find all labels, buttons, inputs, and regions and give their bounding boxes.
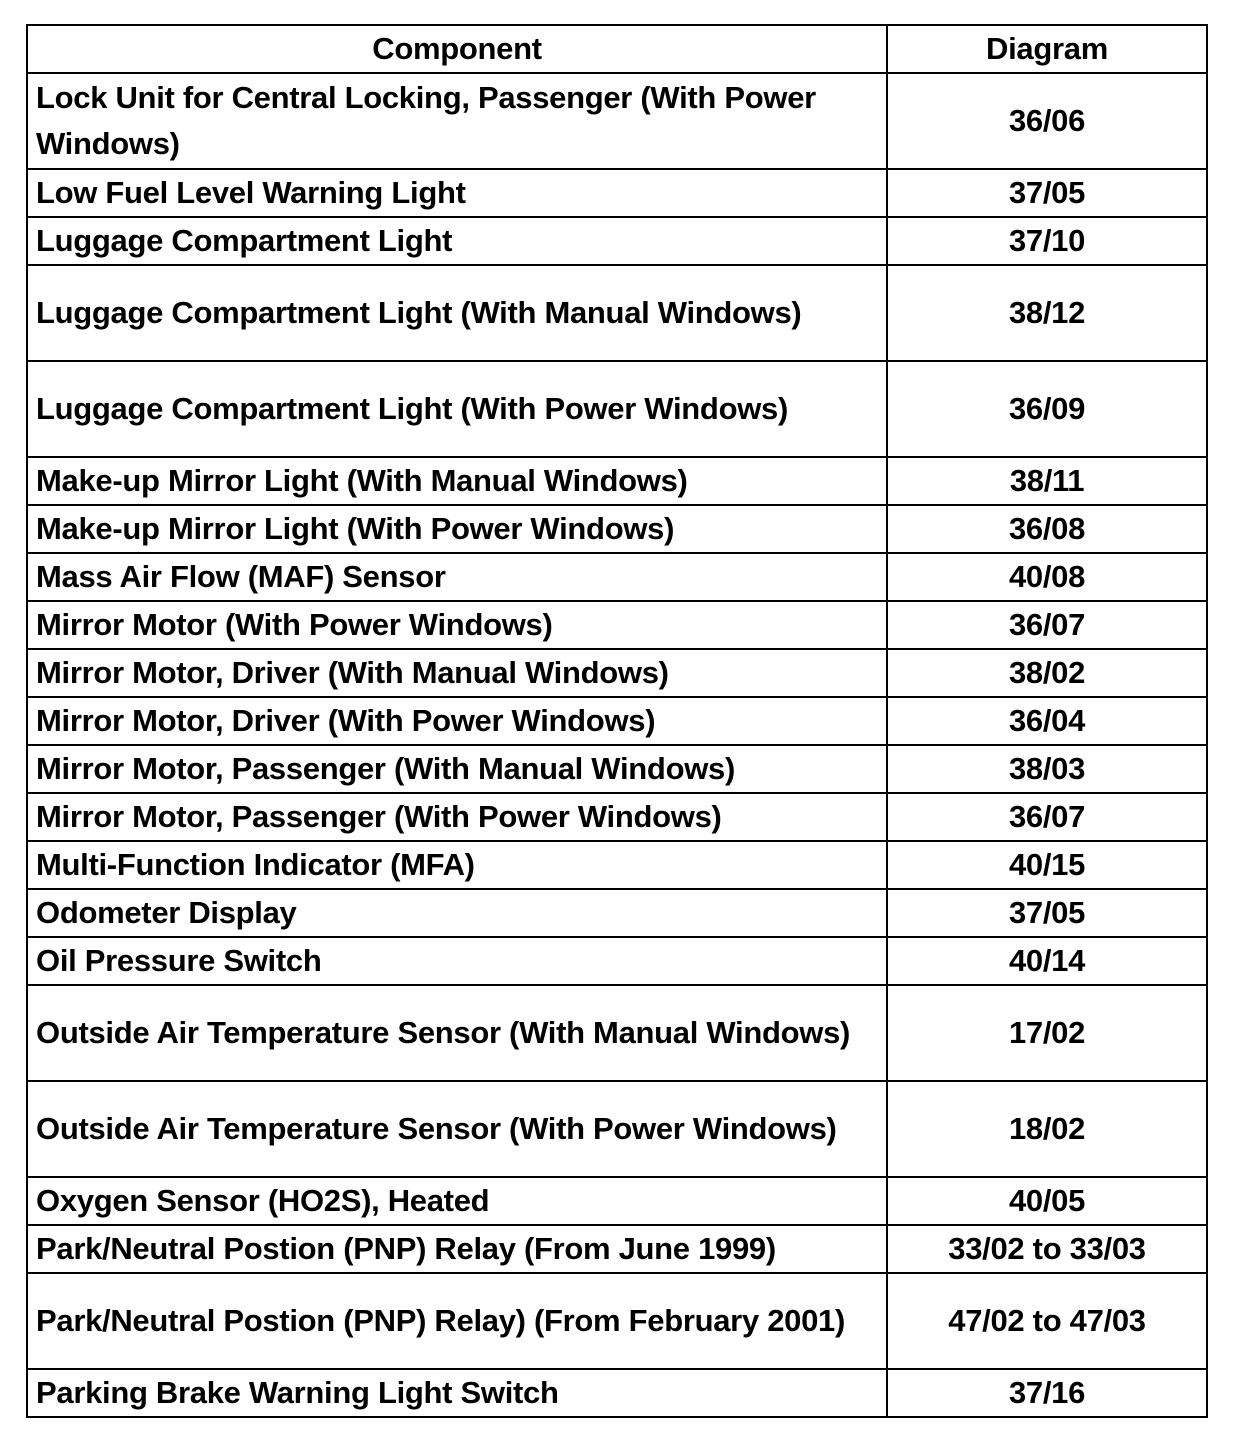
diagram-cell: 37/16 bbox=[887, 1369, 1207, 1417]
table-header-row bbox=[27, 25, 1207, 73]
component-cell: Parking Brake Warning Light Switch bbox=[27, 1369, 887, 1417]
table-row bbox=[27, 985, 1207, 1081]
diagram-cell: 38/12 bbox=[887, 265, 1207, 361]
diagram-cell: 37/05 bbox=[887, 169, 1207, 217]
table-row bbox=[27, 73, 1207, 169]
table-row bbox=[27, 649, 1207, 697]
table-row bbox=[27, 745, 1207, 793]
diagram-cell: 36/06 bbox=[887, 73, 1207, 169]
diagram-cell: 38/11 bbox=[887, 457, 1207, 505]
diagram-cell: 36/08 bbox=[887, 505, 1207, 553]
component-cell: Mirror Motor, Driver (With Manual Windows) bbox=[27, 649, 887, 697]
component-diagram-table bbox=[26, 24, 1208, 1418]
table-row bbox=[27, 841, 1207, 889]
diagram-cell: 33/02 to 33/03 bbox=[887, 1225, 1207, 1273]
component-cell: Lock Unit for Central Locking, Passenger (With Power Windows) bbox=[27, 73, 887, 169]
table-row bbox=[27, 889, 1207, 937]
diagram-cell: 36/04 bbox=[887, 697, 1207, 745]
table-row bbox=[27, 457, 1207, 505]
diagram-cell: 40/15 bbox=[887, 841, 1207, 889]
diagram-cell: 18/02 bbox=[887, 1081, 1207, 1177]
component-cell: Luggage Compartment Light bbox=[27, 217, 887, 265]
diagram-cell: 40/05 bbox=[887, 1177, 1207, 1225]
diagram-cell: 40/08 bbox=[887, 553, 1207, 601]
diagram-cell: 47/02 to 47/03 bbox=[887, 1273, 1207, 1369]
table-row bbox=[27, 217, 1207, 265]
table-row bbox=[27, 697, 1207, 745]
component-cell: Low Fuel Level Warning Light bbox=[27, 169, 887, 217]
table-row bbox=[27, 1369, 1207, 1417]
table-row bbox=[27, 1081, 1207, 1177]
component-cell: Outside Air Temperature Sensor (With Manual Windows) bbox=[27, 985, 887, 1081]
component-cell: Odometer Display bbox=[27, 889, 887, 937]
table-row bbox=[27, 169, 1207, 217]
diagram-cell: 17/02 bbox=[887, 985, 1207, 1081]
diagram-cell: 36/09 bbox=[887, 361, 1207, 457]
table-row bbox=[27, 1177, 1207, 1225]
table-row bbox=[27, 361, 1207, 457]
table-row bbox=[27, 1273, 1207, 1369]
component-cell: Make-up Mirror Light (With Power Windows) bbox=[27, 505, 887, 553]
diagram-cell: 40/14 bbox=[887, 937, 1207, 985]
component-cell: Oil Pressure Switch bbox=[27, 937, 887, 985]
table-row bbox=[27, 601, 1207, 649]
component-cell: Oxygen Sensor (HO2S), Heated bbox=[27, 1177, 887, 1225]
component-cell: Luggage Compartment Light (With Power Windows) bbox=[27, 361, 887, 457]
component-cell: Mirror Motor, Passenger (With Manual Windows) bbox=[27, 745, 887, 793]
component-cell: Mass Air Flow (MAF) Sensor bbox=[27, 553, 887, 601]
component-cell: Mirror Motor, Passenger (With Power Windows) bbox=[27, 793, 887, 841]
component-cell: Park/Neutral Postion (PNP) Relay) (From February 2001) bbox=[27, 1273, 887, 1369]
component-cell: Multi-Function Indicator (MFA) bbox=[27, 841, 887, 889]
diagram-cell: 36/07 bbox=[887, 793, 1207, 841]
component-cell: Mirror Motor (With Power Windows) bbox=[27, 601, 887, 649]
diagram-cell: 37/10 bbox=[887, 217, 1207, 265]
component-cell: Outside Air Temperature Sensor (With Power Windows) bbox=[27, 1081, 887, 1177]
table-row bbox=[27, 553, 1207, 601]
diagram-column-header: Diagram bbox=[887, 25, 1207, 73]
diagram-cell: 37/05 bbox=[887, 889, 1207, 937]
table-row bbox=[27, 265, 1207, 361]
diagram-cell: 38/02 bbox=[887, 649, 1207, 697]
component-cell: Park/Neutral Postion (PNP) Relay (From June 1999) bbox=[27, 1225, 887, 1273]
table-row bbox=[27, 793, 1207, 841]
component-cell: Mirror Motor, Driver (With Power Windows) bbox=[27, 697, 887, 745]
diagram-cell: 36/07 bbox=[887, 601, 1207, 649]
table-row bbox=[27, 1225, 1207, 1273]
table-row bbox=[27, 505, 1207, 553]
table-row bbox=[27, 937, 1207, 985]
component-cell: Luggage Compartment Light (With Manual Windows) bbox=[27, 265, 887, 361]
diagram-cell: 38/03 bbox=[887, 745, 1207, 793]
component-column-header: Component bbox=[27, 25, 887, 73]
component-cell: Make-up Mirror Light (With Manual Windows) bbox=[27, 457, 887, 505]
